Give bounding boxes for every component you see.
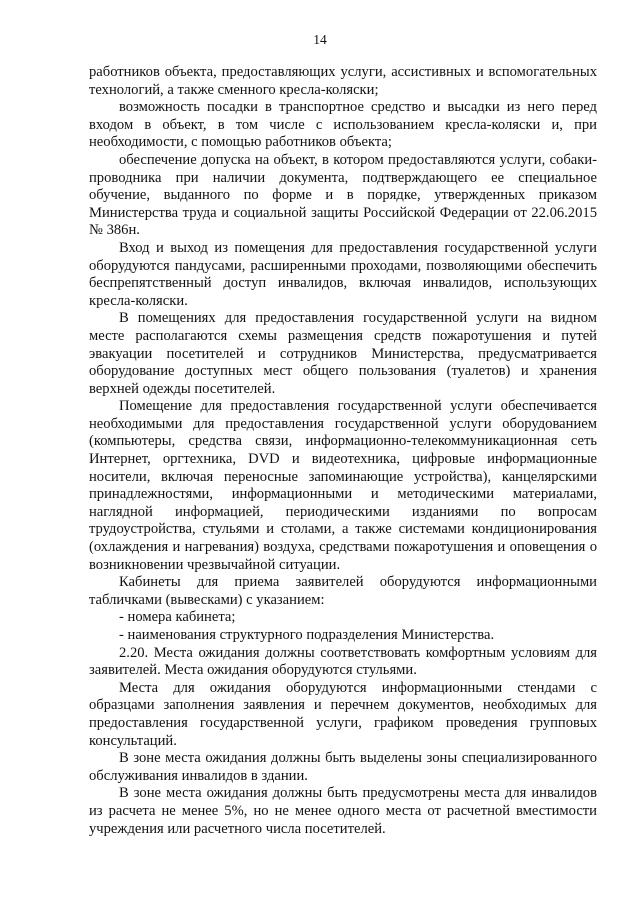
list-item: - наименования структурного подразделения Министерства. [119, 627, 495, 643]
paragraph: Помещение для предоставления государственной услуги обеспечивается необходимыми для предоставления государственной услуги оборудованием (компьютеры, средства связи, информационно-телекоммуникационная сеть Интернет, оргтехника, DVD и видеотехника, цифровые информационные носители, включая переносные запоминающие устройства), канцелярскими принадлежностями, информационными и методическими материалами, наглядной информацией, периодическими изданиями по вопросам трудоустройства, стульями и столами, а также системами кондиционирования (охлаждения и нагревания) воздуха, средствами пожаротушения и оповещения о возникновении чрезвычайной ситуации. [89, 398, 597, 573]
paragraph: В помещениях для предоставления государственной услуги на видном месте располагаются схемы размещения средств пожаротушения и путей эвакуации посетителей и сотрудников Министерства, предусматривается оборудование доступных мест общего пользования (туалетов) и хранения верхней одежды посетителей. [89, 310, 597, 397]
list-item: - номера кабинета; [119, 609, 236, 626]
paragraph: В зоне места ожидания должны быть выделены зоны специализированного обслуживания инвалидов в здании. [89, 750, 597, 784]
paragraph: возможность посадки в транспортное средство и высадки из него перед входом в объект, в том числе с использованием кресла-коляски и, при необходимости, с помощью работников объекта; [89, 99, 597, 151]
paragraph: Кабинеты для приема заявителей оборудуются информационными табличками (вывесками) с указанием: [89, 574, 597, 608]
document-body [89, 64, 597, 838]
paragraph: 2.20. Места ожидания должны соответствовать комфортным условиям для заявителей. Места ожидания оборудуются стульями. [89, 644, 597, 679]
page-number: 14 [313, 32, 327, 47]
paragraph: Места для ожидания оборудуются информационными стендами с образцами заполнения заявления и перечнем документов, необходимых для предоставления государственной услуги, графиком проведения групповых консультаций. [89, 679, 597, 749]
paragraph: Вход и выход из помещения для предоставления государственной услуги оборудуются пандусами, расширенными проходами, позволяющими обеспечить беспрепятственный доступ инвалидов, включая инвалидов, использующих кресла-коляски. [89, 239, 597, 309]
paragraph: обеспечение допуска на объект, в котором предоставляются услуги, собаки-проводника при наличии документа, подтверждающего ее специальное обучение, выданного по форме и в порядке, утвержденных приказом Министерства труда и социальной защиты Российской Федерации от 22.06.2015 № 386н. [89, 151, 597, 239]
paragraph: В зоне места ожидания должны быть предусмотрены места для инвалидов из расчета не менее 5%, но не менее одного места от расчетной вместимости учреждения или расчетного числа посетителей. [89, 785, 597, 837]
paragraph: работников объекта, предоставляющих услуги, ассистивных и вспомогательных технологий, а также сменного кресла-коляски; [89, 64, 597, 98]
